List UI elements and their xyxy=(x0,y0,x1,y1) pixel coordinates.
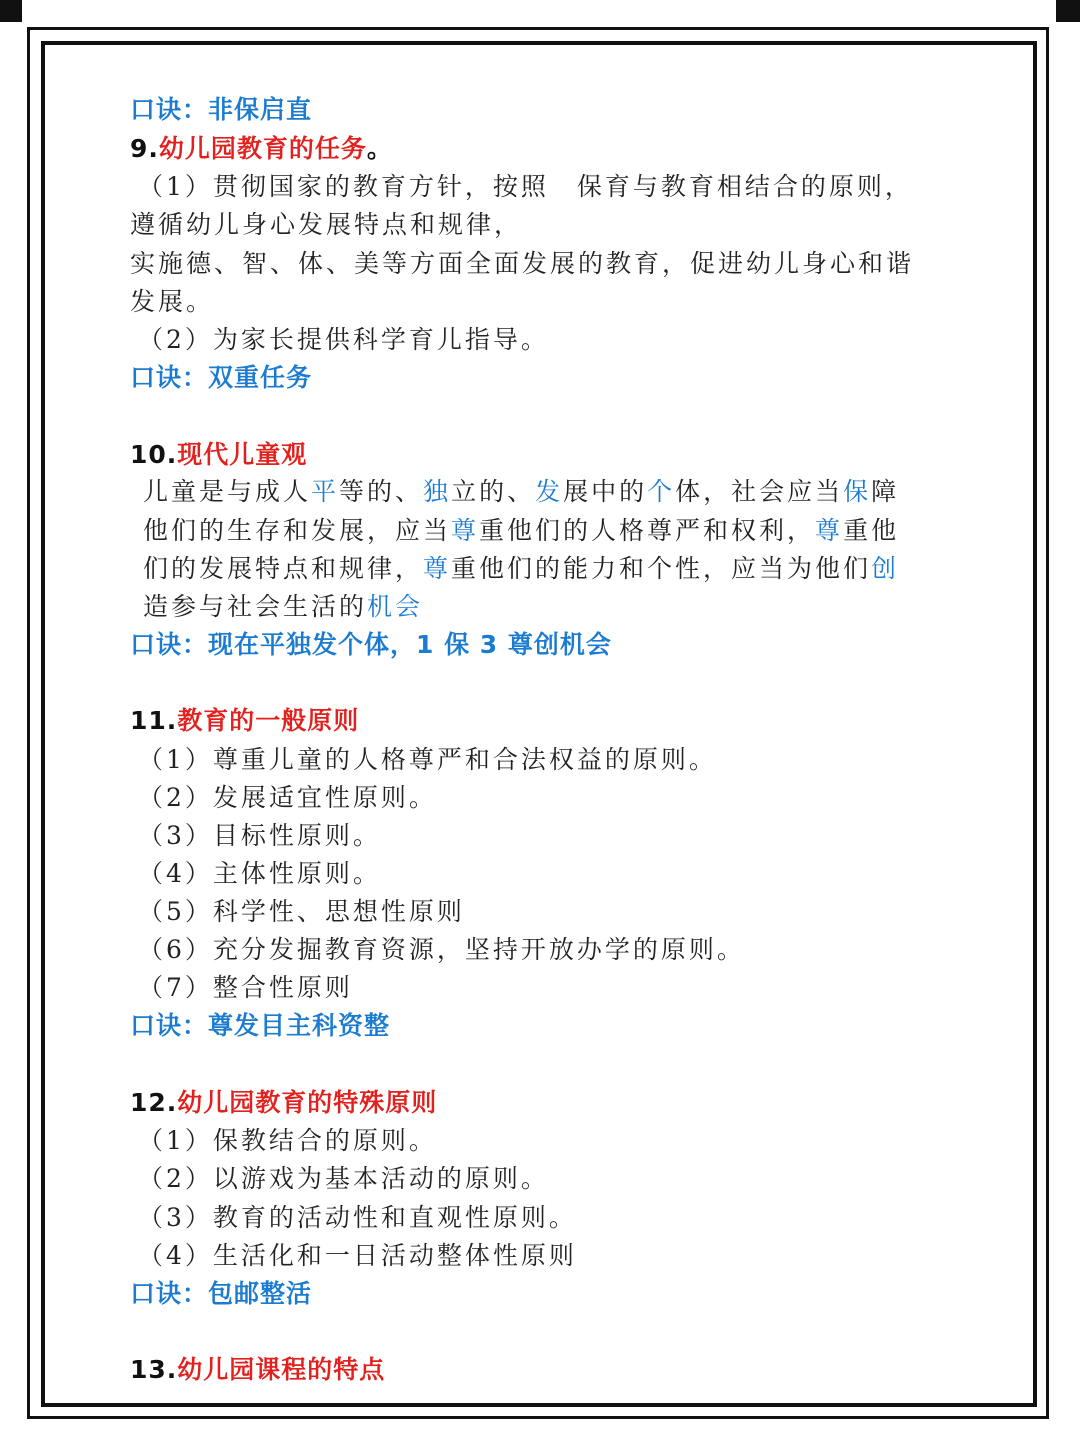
highlight-keyword: 尊 xyxy=(423,554,452,583)
text-segment: 立的、 xyxy=(451,477,536,506)
section-10-line-1 xyxy=(143,475,899,509)
text-segment: 障 xyxy=(871,477,900,506)
section-9-line-2: 遵循幼儿身心发展特点和规律， xyxy=(130,210,523,239)
highlight-keyword: 独 xyxy=(423,477,452,506)
section-9-title: 幼儿园教育的任务 xyxy=(158,134,367,163)
section-9-line-3: 实施德、智、体、美等方面全面发展的教育，促进幼儿身心和谐 xyxy=(130,249,915,278)
text-segment: 儿童是与成人 xyxy=(143,477,312,506)
section-11-title: 教育的一般原则 xyxy=(177,706,360,735)
highlight-keyword: 个 xyxy=(647,477,676,506)
highlight-keyword: 尊 xyxy=(451,516,480,545)
section-9-number: 9. xyxy=(130,134,159,163)
section-10-number: 10. xyxy=(130,440,178,469)
section-12-item-4: （4）生活化和一日活动整体性原则 xyxy=(138,1241,577,1270)
section-13-title: 幼儿园课程的特点 xyxy=(177,1355,386,1384)
mnemonic-11: 口诀：尊发目主科资整 xyxy=(130,1011,391,1040)
section-9-line-4: 发展。 xyxy=(130,287,215,316)
section-12-number: 12. xyxy=(130,1088,178,1117)
text-segment: 们的发展特点和规律， xyxy=(143,554,424,583)
section-9-line-1: （1）贯彻国家的教育方针，按照 保育与教育相结合的原则， xyxy=(138,172,913,201)
section-11-heading xyxy=(130,704,359,738)
section-11-item-5: （5）科学性、思想性原则 xyxy=(138,897,465,926)
section-12-item-3: （3）教育的活动性和直观性原则。 xyxy=(138,1203,577,1232)
section-9-heading xyxy=(130,132,393,166)
highlight-keyword: 创 xyxy=(871,554,900,583)
section-13-number: 13. xyxy=(130,1355,178,1384)
section-12-item-2: （2）以游戏为基本活动的原则。 xyxy=(138,1164,549,1193)
section-11-item-1: （1）尊重儿童的人格尊严和合法权益的原则。 xyxy=(138,745,717,774)
section-10-heading xyxy=(130,438,307,472)
highlight-keyword: 机会 xyxy=(367,592,424,621)
section-12-title: 幼儿园教育的特殊原则 xyxy=(177,1088,438,1117)
section-11-item-4: （4）主体性原则。 xyxy=(138,859,381,888)
mnemonic-8: 口诀：非保启直 xyxy=(130,95,313,124)
section-9-title-suffix: 。 xyxy=(366,134,393,163)
text-segment: 重他 xyxy=(843,516,900,545)
section-13-heading xyxy=(130,1353,385,1387)
text-segment: 他们的生存和发展，应当 xyxy=(143,516,452,545)
section-10-title: 现代儿童观 xyxy=(177,440,308,469)
text-segment: 展中的 xyxy=(563,477,648,506)
highlight-keyword: 保 xyxy=(843,477,872,506)
section-10-line-4 xyxy=(143,590,423,624)
section-9-line-5: （2）为家长提供科学育儿指导。 xyxy=(138,325,549,354)
section-11-item-3: （3）目标性原则。 xyxy=(138,821,381,850)
text-segment: 造参与社会生活的 xyxy=(143,592,368,621)
highlight-keyword: 发 xyxy=(535,477,564,506)
highlight-keyword: 平 xyxy=(311,477,340,506)
text-segment: 重他们的人格尊严和权利， xyxy=(479,516,816,545)
section-11-number: 11. xyxy=(130,706,178,735)
section-10-line-2 xyxy=(143,514,899,548)
section-12-item-1: （1）保教结合的原则。 xyxy=(138,1126,437,1155)
mnemonic-12: 口诀：包邮整活 xyxy=(130,1279,313,1308)
section-10-line-3 xyxy=(143,552,899,586)
highlight-keyword: 尊 xyxy=(815,516,844,545)
section-11-item-7: （7）整合性原则 xyxy=(138,973,353,1002)
text-segment: 重他们的能力和个性，应当为他们 xyxy=(451,554,872,583)
text-segment: 等的、 xyxy=(339,477,424,506)
mnemonic-9: 口诀：双重任务 xyxy=(130,363,313,392)
mnemonic-10: 口诀：现在平独发个体，1 保 3 尊创机会 xyxy=(130,630,612,659)
section-11-item-2: （2）发展适宜性原则。 xyxy=(138,783,437,812)
section-12-heading xyxy=(130,1086,437,1120)
section-11-item-6: （6）充分发掘教育资源，坚持开放办学的原则。 xyxy=(138,935,745,964)
text-segment: 体，社会应当 xyxy=(675,477,844,506)
